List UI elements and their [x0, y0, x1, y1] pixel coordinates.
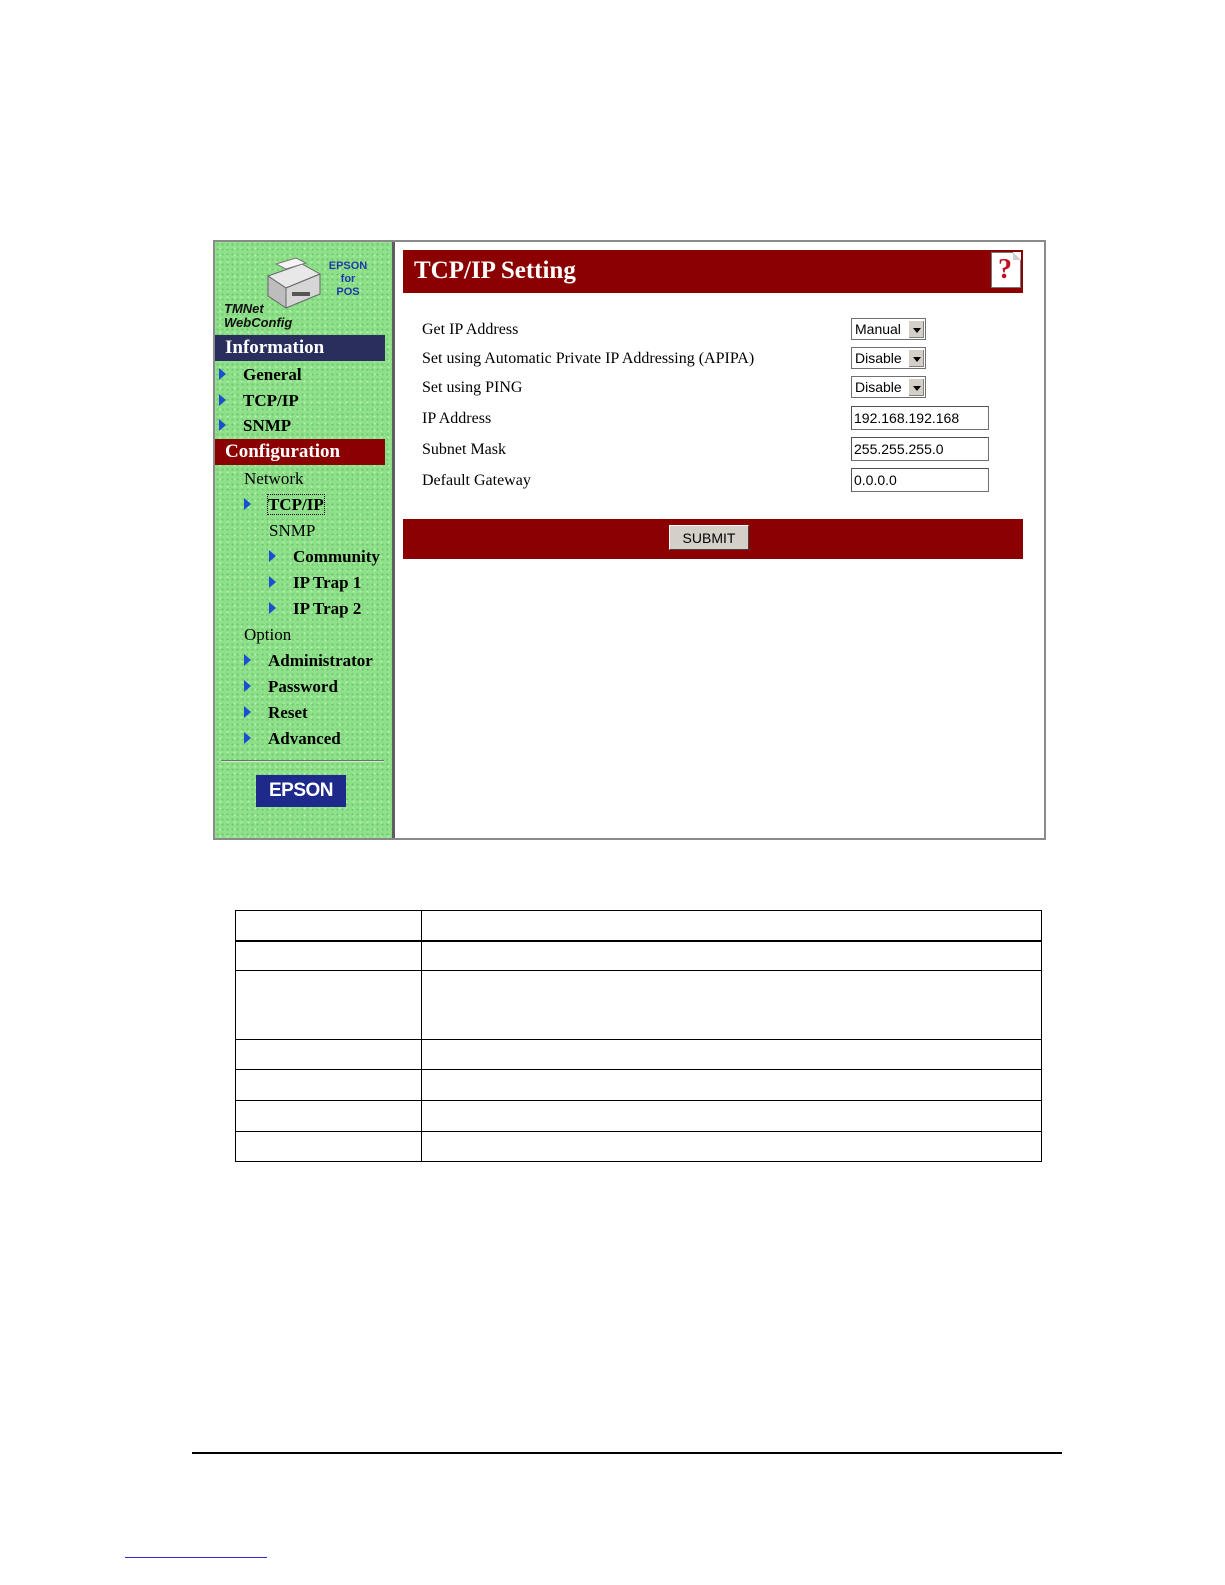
- table-row: [236, 971, 1042, 1040]
- table-cell: [236, 1070, 422, 1101]
- product-line: TMNet: [224, 301, 264, 316]
- table-cell: [422, 941, 1042, 971]
- apipa-select[interactable]: [851, 347, 926, 369]
- network-group-label: Network: [244, 469, 304, 488]
- sidebar-item-password[interactable]: [244, 677, 338, 697]
- sidebar-item-label: General: [243, 365, 302, 384]
- arrow-right-icon: [269, 602, 276, 614]
- get-ip-label: Get IP Address: [422, 321, 519, 338]
- footer-rule: [192, 1452, 1062, 1454]
- brand-line: POS: [336, 286, 360, 298]
- sidebar-item-reset[interactable]: [244, 703, 308, 723]
- table-row: [236, 1070, 1042, 1101]
- table-cell: [236, 1132, 422, 1162]
- sidebar-item-label: SNMP: [243, 416, 292, 435]
- chevron-down-icon[interactable]: [908, 378, 924, 396]
- sidebar-item-label: IP Trap 2: [293, 599, 362, 618]
- apipa-value: Disable: [855, 350, 902, 366]
- sidebar-item-label: Password: [268, 677, 338, 696]
- browser-screenshot: [213, 240, 1046, 840]
- apipa-label: Set using Automatic Private IP Addressing (APIPA): [422, 350, 755, 367]
- table-cell: [236, 1101, 422, 1132]
- sidebar-item-label: Community: [293, 547, 380, 566]
- arrow-right-icon: [244, 732, 251, 744]
- ping-label: Set using PING: [422, 379, 523, 396]
- default-gateway-label: Default Gateway: [422, 472, 531, 489]
- arrow-right-icon: [244, 680, 251, 692]
- default-gateway-field[interactable]: [851, 468, 989, 492]
- sidebar-item-info-tcpip[interactable]: [219, 391, 299, 411]
- table-row: [236, 1132, 1042, 1162]
- chevron-down-icon[interactable]: [908, 320, 924, 338]
- page-fold: [1013, 252, 1021, 260]
- table-cell: [422, 911, 1042, 941]
- snmp-group-label: SNMP: [269, 521, 316, 540]
- tmnet-webconfig-logo: [220, 250, 370, 332]
- footer-link-underline[interactable]: [125, 1557, 267, 1558]
- product-name: [224, 302, 292, 330]
- table-cell: [236, 941, 422, 971]
- sidebar-item-label: Advanced: [268, 729, 341, 748]
- table-cell: [422, 1101, 1042, 1132]
- get-ip-select[interactable]: [851, 318, 926, 340]
- brand-line: EPSON: [328, 260, 368, 272]
- sidebar-item-label: TCP/IP: [268, 495, 324, 514]
- ping-select[interactable]: [851, 376, 926, 398]
- get-ip-value: Manual: [855, 321, 901, 337]
- option-group-label: Option: [244, 625, 292, 644]
- arrow-right-icon: [219, 394, 226, 406]
- ip-address-label: IP Address: [422, 410, 492, 427]
- configuration-heading: Configuration: [215, 439, 385, 465]
- page-title: TCP/IP Setting: [414, 257, 576, 284]
- table-cell: [236, 911, 422, 941]
- submit-button[interactable]: SUBMIT: [669, 525, 749, 550]
- sidebar-item-community[interactable]: [269, 547, 380, 567]
- table-row: [236, 911, 1042, 941]
- description-table: [235, 910, 1042, 1162]
- brand-line: for: [340, 273, 356, 285]
- table-row: [236, 1040, 1042, 1070]
- sidebar-item-label: TCP/IP: [243, 391, 299, 410]
- sidebar-item-info-snmp[interactable]: [219, 416, 291, 436]
- ip-address-field[interactable]: [851, 406, 989, 430]
- table-cell: [422, 1040, 1042, 1070]
- arrow-right-icon: [244, 706, 251, 718]
- submit-bar: [403, 519, 1023, 559]
- epson-for-pos-badge: [324, 260, 372, 299]
- arrow-right-icon: [244, 498, 251, 510]
- epson-logo[interactable]: EPSON: [256, 775, 346, 807]
- sidebar-item-ip-trap-1[interactable]: [269, 573, 361, 593]
- ping-value: Disable: [855, 379, 902, 395]
- table-row: [236, 941, 1042, 971]
- sidebar-item-advanced[interactable]: [244, 729, 341, 749]
- table-cell: [236, 971, 422, 1040]
- product-line: WebConfig: [224, 315, 293, 330]
- table-row: [236, 1101, 1042, 1132]
- information-heading: Information: [215, 335, 385, 361]
- table-cell: [422, 971, 1042, 1040]
- sidebar-item-config-tcpip[interactable]: [244, 495, 324, 515]
- arrow-right-icon: [219, 368, 226, 380]
- table-cell: [236, 1040, 422, 1070]
- page-title-bar: [403, 250, 1023, 293]
- sidebar: [215, 242, 395, 838]
- arrow-right-icon: [219, 419, 226, 431]
- sidebar-item-label: Administrator: [268, 651, 373, 670]
- sidebar-item-label: IP Trap 1: [293, 573, 362, 592]
- help-icon[interactable]: [991, 252, 1021, 288]
- subnet-mask-label: Subnet Mask: [422, 441, 506, 458]
- arrow-right-icon: [269, 550, 276, 562]
- subnet-mask-field[interactable]: [851, 437, 989, 461]
- table-cell: [422, 1070, 1042, 1101]
- sidebar-item-ip-trap-2[interactable]: [269, 599, 361, 619]
- sidebar-divider: [221, 760, 384, 762]
- sidebar-item-general[interactable]: [219, 365, 302, 385]
- chevron-down-icon[interactable]: [908, 349, 924, 367]
- arrow-right-icon: [244, 654, 251, 666]
- sidebar-item-administrator[interactable]: [244, 651, 373, 671]
- arrow-right-icon: [269, 576, 276, 588]
- help-glyph: ?: [998, 254, 1012, 285]
- sidebar-item-label: Reset: [268, 703, 308, 722]
- table-cell: [422, 1132, 1042, 1162]
